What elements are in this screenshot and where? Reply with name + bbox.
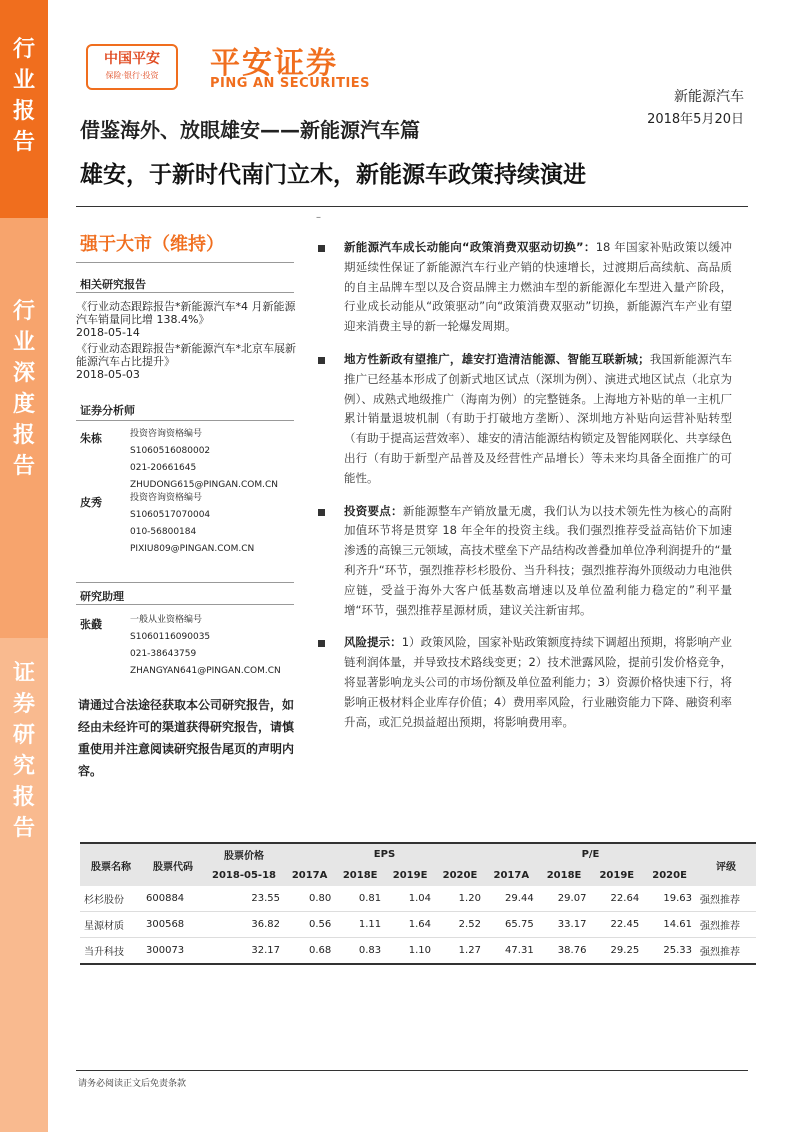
assistant-heading: 研究助理: [80, 590, 124, 603]
assistant-info: [130, 612, 300, 680]
related-divider: [76, 292, 294, 293]
cell-eps: 0.56: [284, 912, 335, 938]
qualification-number: S1060116090035: [130, 632, 211, 642]
cell-code: 300568: [142, 912, 204, 938]
header-divider: [76, 206, 748, 207]
col-stock-price: 股票价格: [204, 843, 284, 865]
sidebar-char: 业: [12, 330, 35, 355]
email[interactable]: PIXIU809@PINGAN.COM.CN: [130, 544, 255, 554]
cell-pe: 29.44: [485, 886, 538, 912]
qualification-label: 投资咨询资格编号: [130, 493, 203, 503]
cell-eps: 1.64: [385, 912, 435, 938]
phone: 010-56800184: [130, 527, 197, 537]
cell-eps: 1.27: [435, 938, 485, 965]
square-bullet-icon: [318, 509, 325, 516]
related-report-2[interactable]: [76, 342, 296, 381]
sidebar-char: 告: [12, 130, 35, 155]
sidebar-char: 证: [12, 661, 35, 686]
analyst-name: 皮秀: [80, 496, 102, 509]
cell-rating: 强烈推荐: [696, 938, 756, 965]
email[interactable]: ZHUDONG615@PINGAN.COM.CN: [130, 480, 278, 490]
cell-eps: 0.80: [284, 886, 335, 912]
cell-eps: 1.20: [435, 886, 485, 912]
assistant-name: 张鼗: [80, 618, 102, 631]
analyst-divider: [76, 420, 294, 421]
cell-pe: 22.64: [590, 886, 643, 912]
stock-valuation-table: [80, 842, 756, 965]
point-text: 我国新能源汽车推广已经基本形成了创新式地区试点（深圳为例）、演进式地区试点（北京为例）、成熟式地级推广（海南为例）的完整链条。上海地方补贴的单一主机厂累计销量退坡机制（有助于打破地方垄断）、深圳地方补贴向运营补贴转型（有助于提高运营效率）、雄安的清洁能源结构锁定及智能网联化、共享绿色出行（有助于新型产品普及及经营性产品增长）等未来均具备全面推广的可能性。: [344, 351, 732, 485]
point-heading: 投资要点：: [344, 503, 403, 518]
point-heading: 地方性新政有望推广，雄安打造清洁能源、智能互联新城；: [344, 351, 650, 366]
col-pe-year: 2018E: [538, 865, 591, 886]
point-heading: 新能源汽车成长动能向“政策消费双驱动切换”：: [344, 240, 596, 254]
key-point-investment: [318, 502, 732, 621]
sidebar-char: 度: [12, 392, 35, 417]
phone: 021-38643759: [130, 649, 197, 659]
report-title: 《行业动态跟踪报告*新能源汽车*北京车展新能源汽车占比提升》: [76, 342, 296, 368]
related-report-1[interactable]: [76, 300, 296, 339]
report-title: 《行业动态跟踪报告*新能源汽车*4 月新能源汽车销量同比增 138.4%》: [76, 300, 296, 326]
email[interactable]: ZHANGYAN641@PINGAN.COM.CN: [130, 666, 281, 676]
key-points: [318, 238, 732, 745]
square-bullet-icon: [318, 245, 325, 252]
cell-eps: 2.52: [435, 912, 485, 938]
point-heading: 风险提示：: [344, 635, 402, 650]
cell-name: 杉杉股份: [80, 886, 142, 912]
sidebar-char: 究: [12, 754, 35, 779]
sidebar-char: 业: [12, 68, 35, 93]
col-stock-name: 股票名称: [80, 843, 142, 886]
phone: 021-20661645: [130, 463, 197, 473]
sidebar-char: 报: [12, 99, 35, 124]
sidebar-industry-depth-report: [0, 218, 48, 638]
footer-divider: [76, 1070, 748, 1071]
cell-name: 星源材质: [80, 912, 142, 938]
cell-rating: 强烈推荐: [696, 912, 756, 938]
sidebar-char: 研: [12, 723, 35, 748]
report-date: 2018年5月20日: [647, 112, 744, 127]
cell-eps: 1.04: [385, 886, 435, 912]
point-text: 新能源整车产销放量无虞，我们认为以技术领先性为核心的高附加值环节将是贯穿 18 年全年的投资主线。我们强烈推荐受益高钴价下加速渗透的高镍三元领域，高技术壁垒下产品结构改善叠加单位净利润提升的“量利齐升“环节，强烈推荐杉杉股份、当升科技；强烈推荐海外顶级动力电池供应链，受益于海外大客户低基数高增速以及单位盈利能力稳定的”利平量增“环节，强烈推荐星源材质，建议关注新宙邦。: [344, 503, 732, 617]
footer-disclaimer: 请务必阅读正文后免责条款: [78, 1079, 187, 1089]
cell-eps: 0.81: [335, 886, 385, 912]
cell-pe: 65.75: [485, 912, 538, 938]
col-pe: P/E: [485, 843, 696, 865]
cell-code: 600884: [142, 886, 204, 912]
point-text: 18 年国家补贴政策以缓冲期延续性保证了新能源汽车行业产销的快速增长，过渡期后高续航、高品质的自主品牌车型以及合资品牌主力燃油车型的新能源化车型进入量产阶段，行业成长动能从“政策驱动”向“政策消费双驱动”切换，新能源汽车产业有望迎来消费主导的新一轮爆发周期。: [344, 240, 732, 334]
cell-pe: 19.63: [643, 886, 696, 912]
col-eps-year: 2019E: [385, 865, 435, 886]
rating-label: 强于大市（维持）: [80, 234, 224, 255]
key-point-local-policy: [318, 350, 732, 489]
cell-name: 当升科技: [80, 938, 142, 965]
rating-divider: [76, 262, 294, 263]
report-date: 2018-05-03: [76, 368, 140, 381]
report-date: 2018-05-14: [76, 326, 140, 339]
assistant-top-divider: [76, 582, 294, 583]
qualification-label: 投资咨询资格编号: [130, 429, 203, 439]
table-row: [80, 912, 756, 938]
point-text: 1）政策风险，国家补贴政策额度持续下调超出预期，将影响产业链利润体量，并导致技术路线变更；2）技术泄露风险，提前引发价格竞争，将显著影响龙头公司的市场份额及单位盈利能力；3）资源价格快速下行，将影响正极材料企业库存价值；4）费用率风险，行业融资能力下降、融资利率升高，或汇兑损益超出预期，将影响费用率。: [344, 635, 732, 729]
logo-text: 中国平安: [104, 51, 160, 67]
cell-pe: 38.76: [538, 938, 591, 965]
sidebar-char: 券: [12, 692, 35, 717]
square-bullet-icon: [318, 640, 325, 647]
cell-price: 36.82: [204, 912, 284, 938]
assistant-divider: [76, 604, 294, 605]
cell-pe: 47.31: [485, 938, 538, 965]
sidebar-char: 告: [12, 816, 35, 841]
square-bullet-icon: [318, 357, 325, 364]
logo-slogan: 保险·银行·投资: [105, 71, 159, 80]
key-point-growth: [318, 238, 732, 337]
analyst-heading: 证券分析师: [80, 404, 135, 417]
pingan-logo: [86, 44, 178, 90]
disclaimer-notice: 请通过合法途径获取本公司研究报告，如经由未经许可的渠道获得研究报告，请慎重使用并注意阅读研究报告尾页的声明内容。: [78, 698, 295, 778]
table-row: [80, 938, 756, 965]
cell-price: 23.55: [204, 886, 284, 912]
analyst-info: [130, 490, 300, 558]
qualification-number: S1060517070004: [130, 510, 211, 520]
table-row: [80, 886, 756, 912]
cell-rating: 强烈推荐: [696, 886, 756, 912]
analyst-name: 朱栋: [80, 432, 102, 445]
col-eps: EPS: [284, 843, 485, 865]
key-point-risk: [318, 633, 732, 732]
brand-name-en: PING AN SECURITIES: [210, 76, 371, 91]
cell-pe: 22.45: [590, 912, 643, 938]
col-eps-year: 2017A: [284, 865, 335, 886]
cell-eps: 1.11: [335, 912, 385, 938]
main-title: 雄安，于新时代南门立木，新能源车政策持续演进: [80, 162, 586, 188]
qualification-number: S1060516080002: [130, 446, 211, 456]
cell-code: 300073: [142, 938, 204, 965]
series-title: 借鉴海外、放眼雄安——新能源汽车篇: [80, 118, 420, 142]
cell-pe: 29.25: [590, 938, 643, 965]
col-rating: 评级: [696, 843, 756, 886]
sidebar-char: 深: [12, 361, 35, 386]
col-eps-year: 2020E: [435, 865, 485, 886]
related-reports-heading: 相关研究报告: [80, 278, 146, 291]
analyst-info: [130, 426, 300, 494]
sidebar-char: 告: [12, 454, 35, 479]
cell-pe: 29.07: [538, 886, 591, 912]
cell-pe: 33.17: [538, 912, 591, 938]
sidebar-char: 报: [12, 785, 35, 810]
sidebar-char: 行: [12, 299, 35, 324]
col-pe-year: 2019E: [590, 865, 643, 886]
cell-eps: 1.10: [385, 938, 435, 965]
col-eps-year: 2018E: [335, 865, 385, 886]
sidebar-securities-research-report: [0, 638, 48, 1132]
sidebar-char: 报: [12, 423, 35, 448]
cell-pe: 25.33: [643, 938, 696, 965]
col-pe-year: 2020E: [643, 865, 696, 886]
col-pe-year: 2017A: [485, 865, 538, 886]
cell-price: 32.17: [204, 938, 284, 965]
dash-mark: –: [316, 212, 321, 223]
col-stock-code: 股票代码: [142, 843, 204, 886]
industry-label: 新能源汽车: [674, 89, 744, 105]
sidebar-industry-report: [0, 0, 48, 218]
qualification-label: 一般从业资格编号: [130, 615, 203, 625]
brand-name-cn: 平安证券: [210, 46, 338, 81]
cell-eps: 0.83: [335, 938, 385, 965]
cell-eps: 0.68: [284, 938, 335, 965]
col-price-date: 2018-05-18: [204, 865, 284, 886]
sidebar-char: 行: [12, 37, 35, 62]
cell-pe: 14.61: [643, 912, 696, 938]
